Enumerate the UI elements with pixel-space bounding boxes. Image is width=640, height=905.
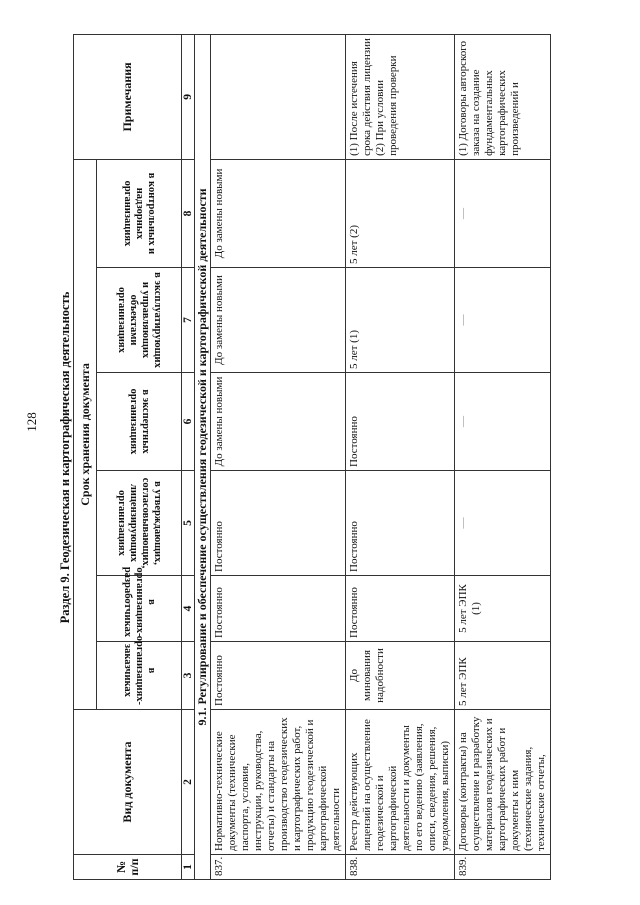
subsection-row — [195, 34, 211, 879]
row-developers-period: Постоянно — [211, 576, 346, 642]
document-retention-table — [73, 34, 551, 880]
header-storage-period: Срок хранения документа — [74, 159, 97, 709]
section-title: Раздел 9. Геодезическая и картографическая деятельность — [58, 291, 72, 624]
page-number: 128 — [24, 412, 39, 432]
row-operating-period: 5 лет (1) — [346, 268, 455, 373]
row-supervisory-period: — — [455, 159, 551, 267]
header-no: № п/п — [74, 855, 182, 880]
header-row — [74, 34, 97, 879]
row-number: 838. — [346, 855, 455, 880]
row-operating-period: — — [455, 268, 551, 373]
row-expert-period: Постоянно — [346, 373, 455, 471]
column-number: 2 — [182, 710, 195, 855]
row-operating-period: До замены новыми — [211, 268, 346, 373]
subheader-expert: в экспертных организациях — [97, 373, 182, 471]
row-number: 837. — [211, 855, 346, 880]
column-number: 4 — [182, 576, 195, 642]
table-row — [455, 34, 551, 879]
table-row — [346, 34, 455, 879]
row-number: 839. — [455, 855, 551, 880]
row-notes: (1) После истечения срока действия лицензии (2) При условии проведения проверки — [346, 34, 455, 159]
subsection-title: 9.1. Регулирование и обеспечение осуществления геодезической и картографической деятельности — [195, 34, 211, 879]
subheader-approving: в утверждающих, согласовывающих, лицензирующих организациях — [97, 471, 182, 576]
table-row — [211, 34, 346, 879]
row-customers-period: До минования надобности — [346, 642, 455, 710]
subheader-developers: в организациях-разработчиках — [97, 576, 182, 642]
column-number: 1 — [182, 855, 195, 880]
column-number-row — [182, 34, 195, 879]
rotated-page-content — [57, 35, 637, 880]
row-developers-period: Постоянно — [346, 576, 455, 642]
row-supervisory-period: До замены новыми — [211, 159, 346, 267]
row-expert-period: До замены новыми — [211, 373, 346, 471]
row-customers-period: 5 лет ЭПК — [455, 642, 551, 710]
row-customers-period: Постоянно — [211, 642, 346, 710]
subheader-customers: в организациях-заказчиках — [97, 642, 182, 710]
subheader-supervisory: в контрольных и надзорных организациях — [97, 159, 182, 267]
subheader-operating: в эксплуатирующих и управляющих объектами организациях — [97, 268, 182, 373]
row-developers-period: 5 лет ЭПК (1) — [455, 576, 551, 642]
row-expert-period: — — [455, 373, 551, 471]
row-document-type: Реестр действующих лицензий на осуществление геодезической и картографической деятельности и документы по его ведению (заявления, описи, сведения, решения, уведомления, выписки) — [346, 710, 455, 855]
row-notes — [211, 34, 346, 159]
row-supervisory-period: 5 лет (2) — [346, 159, 455, 267]
row-approving-period: — — [455, 471, 551, 576]
column-number: 3 — [182, 642, 195, 710]
row-document-type: Договоры (контракты) на осуществление и разработку материалов геодезических и картографических работ и документы к ним (технические задания, технические отчеты, — [455, 710, 551, 855]
header-notes: Примечания — [74, 34, 182, 159]
column-number: 5 — [182, 471, 195, 576]
column-number: 8 — [182, 159, 195, 267]
column-number: 6 — [182, 373, 195, 471]
row-approving-period: Постоянно — [211, 471, 346, 576]
row-notes: (1) Договоры авторского заказа на создание фундаментальных картографических произведений и — [455, 34, 551, 159]
row-document-type: Нормативно-технические документы (технические паспорта, условия, инструкции, руководства, отчеты) и стандарты на производство геодезических и картографических работ, продукцию геодезической и картографической деятельности — [211, 710, 346, 855]
header-doc-type: Вид документа — [74, 710, 182, 855]
column-number: 9 — [182, 34, 195, 159]
row-approving-period: Постоянно — [346, 471, 455, 576]
column-number: 7 — [182, 268, 195, 373]
